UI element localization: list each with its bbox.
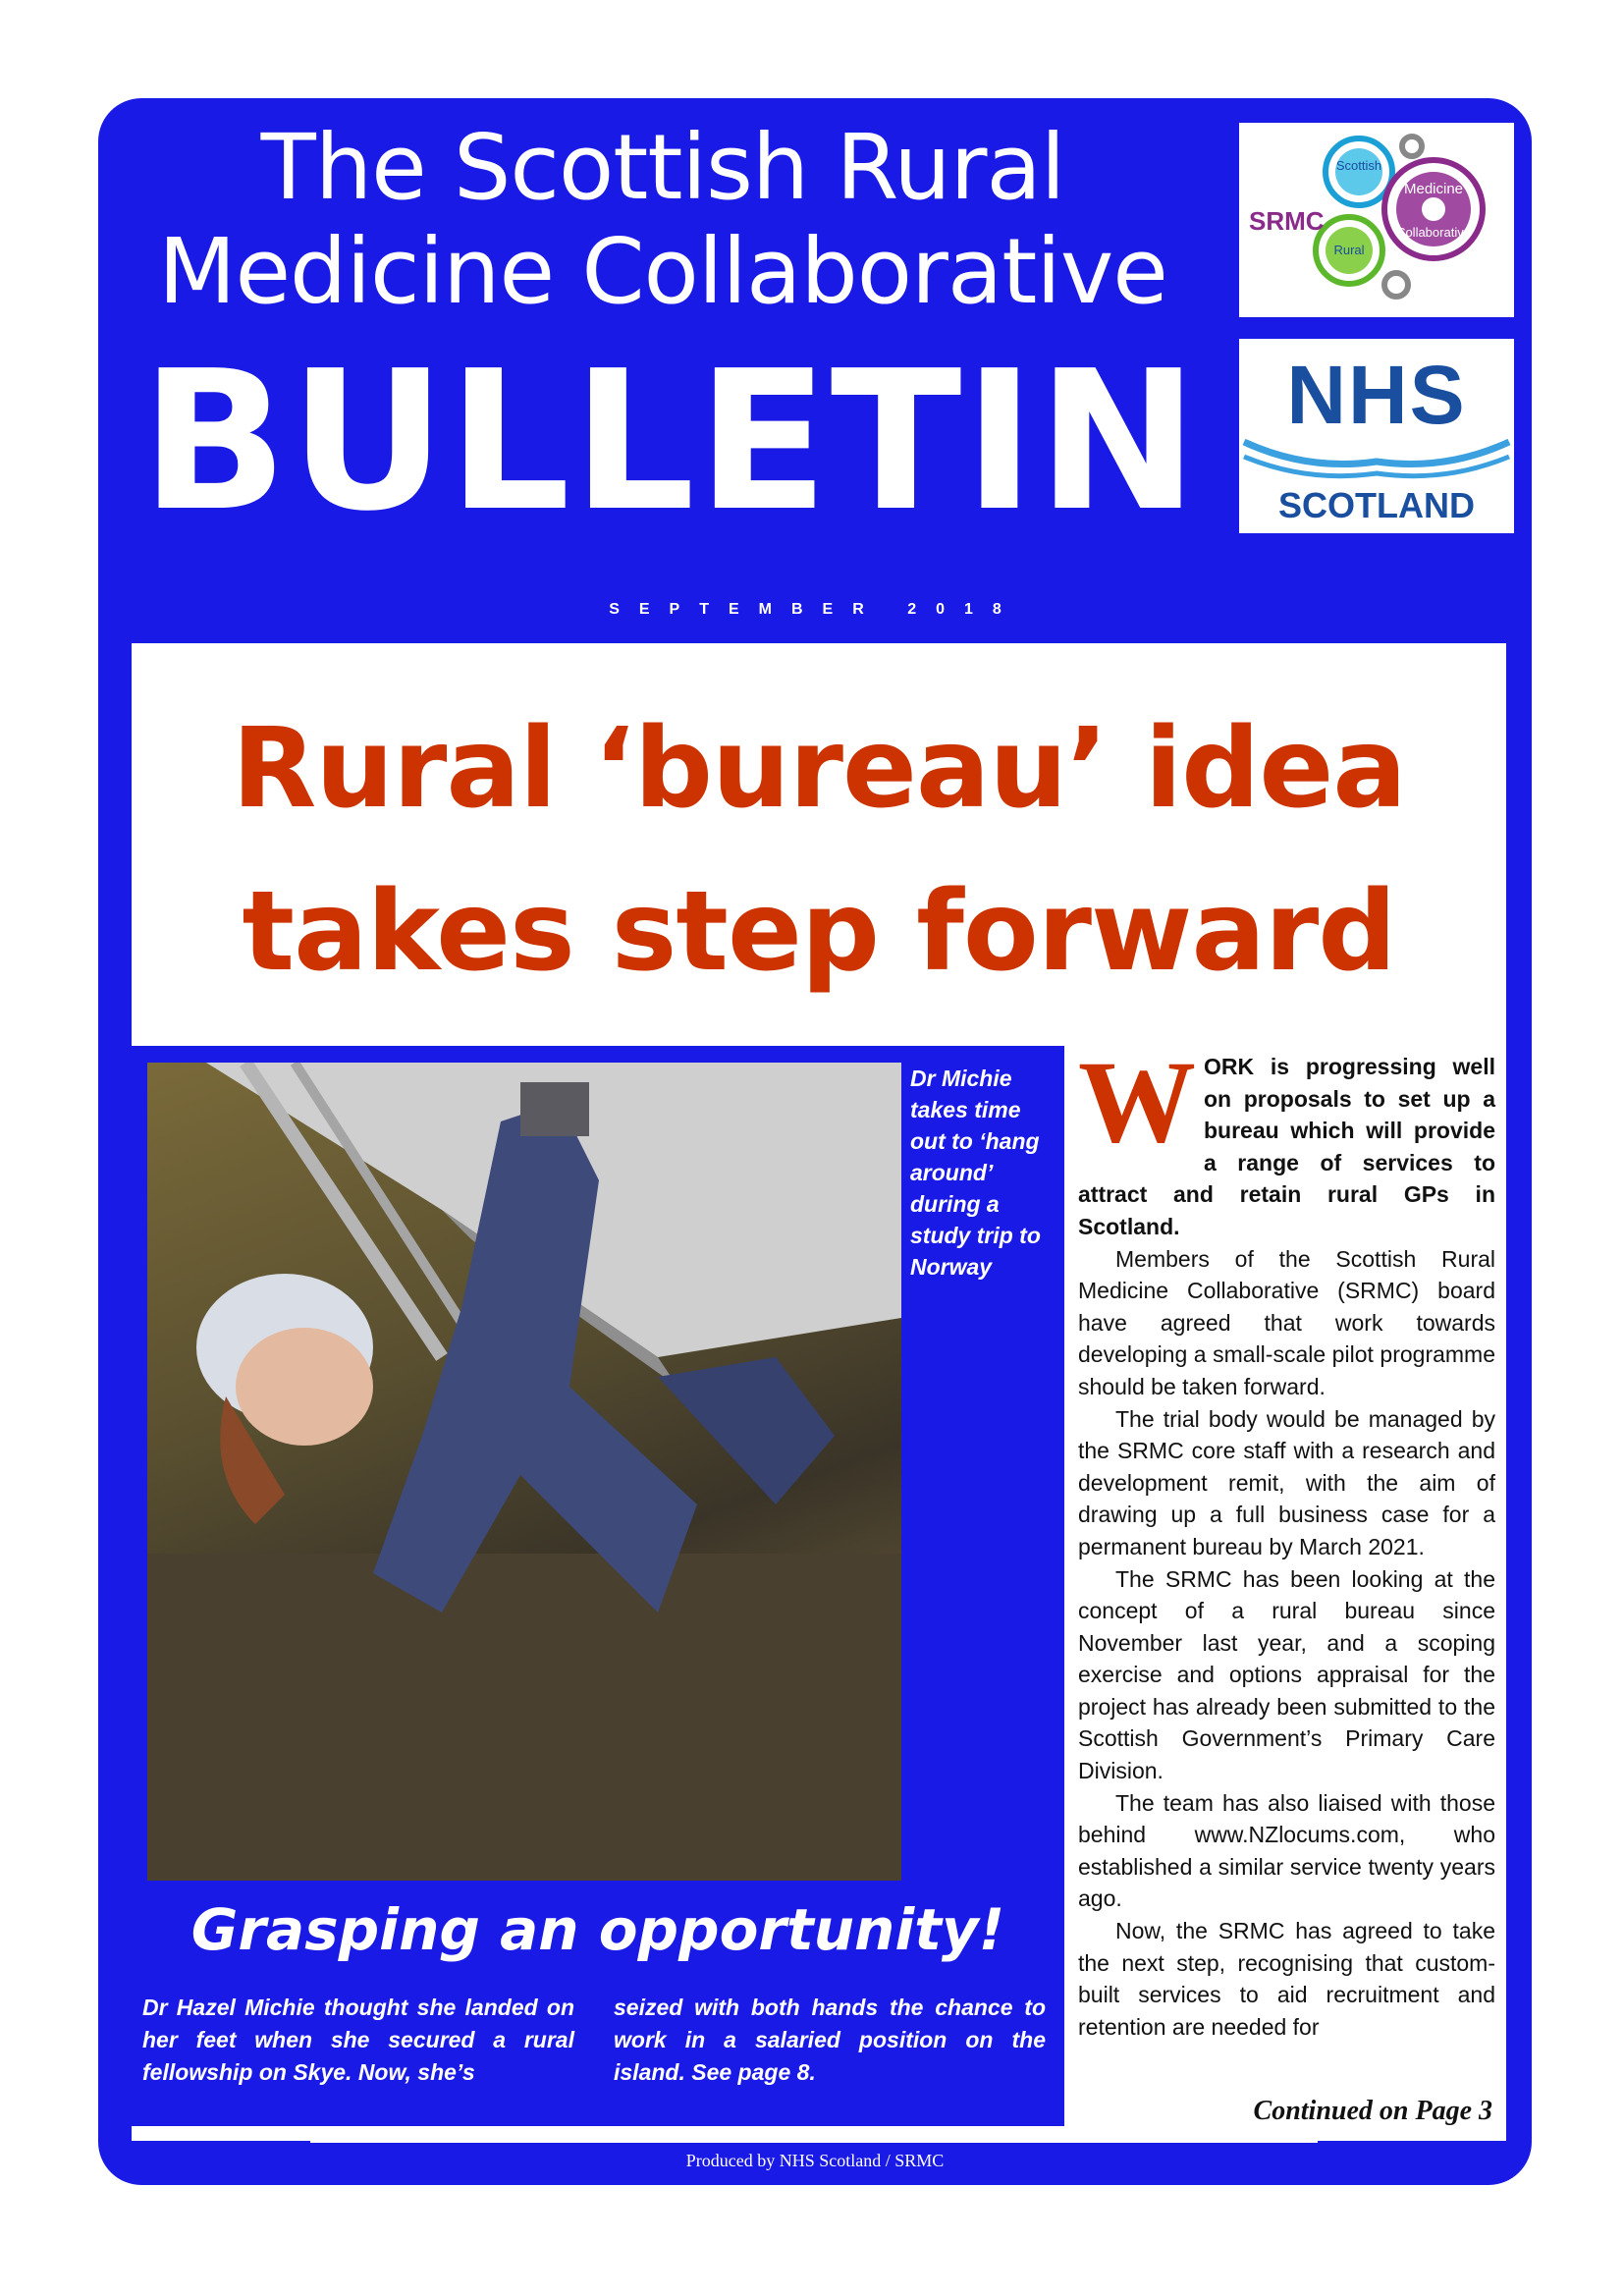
feature-headline: Grasping an opportunity! <box>190 1896 1005 1963</box>
masthead-title <box>113 116 1213 324</box>
nhs-name: NHS <box>1286 349 1467 441</box>
article-paragraph: The team has also liaised with those behind www.NZlocums.com, who established a similar service twenty years ago. <box>1078 1789 1495 1912</box>
main-headline-line2: takes step forward <box>242 868 1396 996</box>
issue-date: SEPTEMBER 2018 <box>609 601 1021 618</box>
masthead-title-line2: Medicine Collaborative <box>158 219 1167 324</box>
feature-teaser-right: seized with both hands the chance to work in a salaried position on the island. See page 8. <box>614 1995 1046 2085</box>
footer-divider <box>310 2141 1318 2143</box>
article-paragraph: Now, the SRMC has agreed to take the next step, recognising that custom-built services to aid recruitment and retention are needed for <box>1078 1918 1495 2040</box>
continued-link[interactable]: Continued on Page 3 <box>1253 2096 1492 2126</box>
feature-teaser-left: Dr Hazel Michie thought she landed on her feet when she secured a rural fellowship on Skye. Now, she’s <box>142 1995 574 2085</box>
svg-text:Collaborative: Collaborative <box>1396 225 1471 240</box>
masthead-title-line1: The Scottish Rural <box>260 115 1065 220</box>
article-lead: ORK is progressing well on proposals to set up a bureau which will provide a range of services to attract and retain rural GPs in Scotland. <box>1078 1054 1495 1239</box>
srmc-logo <box>1239 123 1514 317</box>
article-paragraph: The trial body would be managed by the SRMC core staff with a research and development remit, with the aim of drawing up a full business case for a permanent bureau by March 2021. <box>1078 1405 1495 1559</box>
feature-photo <box>147 1063 901 1881</box>
nhs-scotland-logo <box>1239 339 1514 533</box>
svg-text:Rural: Rural <box>1333 243 1365 257</box>
article-paragraph: The SRMC has been looking at the concept of a rural bureau since November last year, and a scoping exercise and options appraisal for the project has already been submitted to the Scottish Government’s Primary Care Division. <box>1078 1565 1495 1784</box>
srmc-abbr: SRMC <box>1249 206 1325 236</box>
footer-credit: Produced by NHS Scotland / SRMC <box>685 2151 945 2170</box>
main-headline-line1: Rural ‘bureau’ idea <box>232 705 1406 833</box>
photo-caption: Dr Michie takes time out to ‘hang around’ during a study trip to Norway <box>910 1066 1041 1280</box>
saltire-wave-icon <box>1239 432 1514 486</box>
bulletin-wordmark: BULLETIN <box>140 330 1201 554</box>
article-body <box>1078 1036 1495 2043</box>
hanging-woman-illustration <box>147 1063 901 1881</box>
svg-text:Medicine: Medicine <box>1403 181 1464 197</box>
article-paragraph: Members of the Scottish Rural Medicine Collaborative (SRMC) board have agreed that work towards developing a small-scale pilot programme should be taken forward. <box>1078 1245 1495 1399</box>
nhs-region: SCOTLAND <box>1278 485 1475 525</box>
svg-text:Scottish: Scottish <box>1335 158 1382 173</box>
article-dropcap: W <box>1078 1036 1196 1167</box>
main-headline <box>132 687 1506 1013</box>
